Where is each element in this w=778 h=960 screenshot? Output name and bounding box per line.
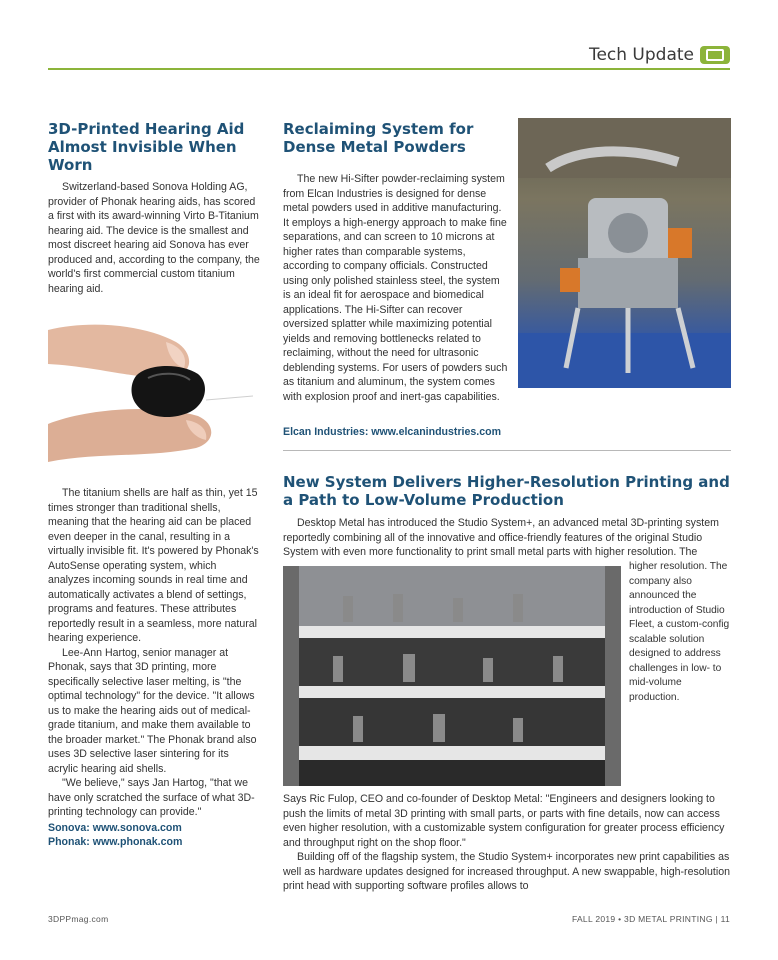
article3-paragraph: Building off of the flagship system, the Studio System+ incorporates new print capabilities as well as hardware updates designed for increased throughput. A new swappable, high-resolution print head with supporting software profiles allows to	[283, 851, 730, 892]
article3-wrap-text	[629, 560, 733, 705]
phonak-link[interactable]: Phonak: www.phonak.com	[48, 836, 183, 848]
article1-paragraph: The titanium shells are half as thin, yet 15 times stronger than traditional shells, meaning that the hearing aid can be placed even deeper in the canal, resulting in a virtually invisible fit. It's powered by Phonak's AutoSense operating system, which analyzes incoming sounds in real time and automatically activates a blend of settings, programs and features. These attributes reportedly result in a seamless, more natural hearing experience.	[48, 487, 259, 644]
article3-title: New System Delivers Higher-Resolution Printing and a Path to Low-Volume Production	[283, 473, 730, 509]
article2-body	[283, 172, 510, 404]
article1-body	[48, 486, 260, 850]
article3-lead-top	[283, 516, 733, 560]
header-rule	[48, 68, 730, 70]
article2-paragraph: The new Hi-Sifter powder-reclaiming system from Elcan Industries is designed for dense metal powders used in additive manufacturing. It employs a high-energy approach to make fine separations, and can screen to 10 microns at higher rates than comparable systems, according to company officials. Constructed using only polished stainless steel, the system is an ideal fit for aerospace and biomedical applications. The Hi-Sifter can recover oversized splatter while maximizing potential yields and removing bottlenecks related to reclaiming, without the need for ultrasonic deblending systems. For users of powders such as titanium and aluminum, the system comes with explosion proof and inert-gas capabilities.	[283, 173, 508, 403]
article3-paragraph-lead: Desktop Metal has introduced the Studio System+, an advanced metal 3D-printing system reportedly combining all of the innovative and office-friendly features of the original Studio System with even more functionality to print small metal parts with higher resolution. The	[283, 517, 719, 558]
article2-title: Reclaiming System for Dense Metal Powders	[283, 120, 474, 156]
elcan-link[interactable]: Elcan Industries: www.elcanindustries.com	[283, 426, 502, 438]
article3-body	[283, 792, 733, 894]
hearing-aid-photo	[48, 312, 258, 480]
footer-issue: FALL 2019 • 3D METAL PRINTING | 11	[571, 914, 730, 924]
hi-sifter-machine-photo	[518, 118, 731, 388]
sonova-link[interactable]: Sonova: www.sonova.com	[48, 821, 182, 834]
article3-paragraph: Says Ric Fulop, CEO and co-founder of Desktop Metal: "Engineers and designers looking to push the limits of metal 3D printing with small parts, or parts with fine details, now can access even higher resolution, with a customizable system configuration for greater process efficiency and throughput right on the shop floor."	[283, 793, 725, 849]
section-title: Tech Update	[588, 45, 694, 65]
studio-system-photo	[283, 566, 621, 786]
article1-paragraph: Switzerland-based Sonova Holding AG, provider of Phonak hearing aids, has scored a first with its award-winning Virto B-Titanium hearing aid. The device is the smallest and most discreet hearing aid Sonova has ever produced and, according to the company, the world's first commercial custom titanium hearing aid.	[48, 181, 260, 295]
footer-website: 3DPPmag.com	[48, 914, 109, 924]
article1-title: 3D-Printed Hearing Aid Almost Invisible When Worn	[48, 120, 245, 174]
article1-paragraph: "We believe," says Jan Hartog, "that we have only scratched the surface of what 3D-printing technology can provide."	[48, 777, 255, 818]
article-divider	[283, 450, 731, 451]
section-badge-icon	[700, 46, 730, 64]
article1-paragraph: Lee-Ann Hartog, senior manager at Phonak, says that 3D printing, more specifically selective laser melting, is "the optimal technology" for the device. "It allows us to make the hearing aids out of medical-grade titanium, and make them available to the broader market." The Phonak brand also uses 3D selective laser sintering for its acrylic hearing aid shells.	[48, 646, 257, 775]
running-head	[589, 44, 730, 66]
article3-lead-wrap	[629, 560, 733, 792]
article3-wrap-fragment: higher resolution. The company also announced the introduction of Studio Fleet, a custom-config scalable solution designed to address challenges in low- to mid-volume production.	[629, 561, 730, 703]
article1-intro	[48, 180, 260, 296]
